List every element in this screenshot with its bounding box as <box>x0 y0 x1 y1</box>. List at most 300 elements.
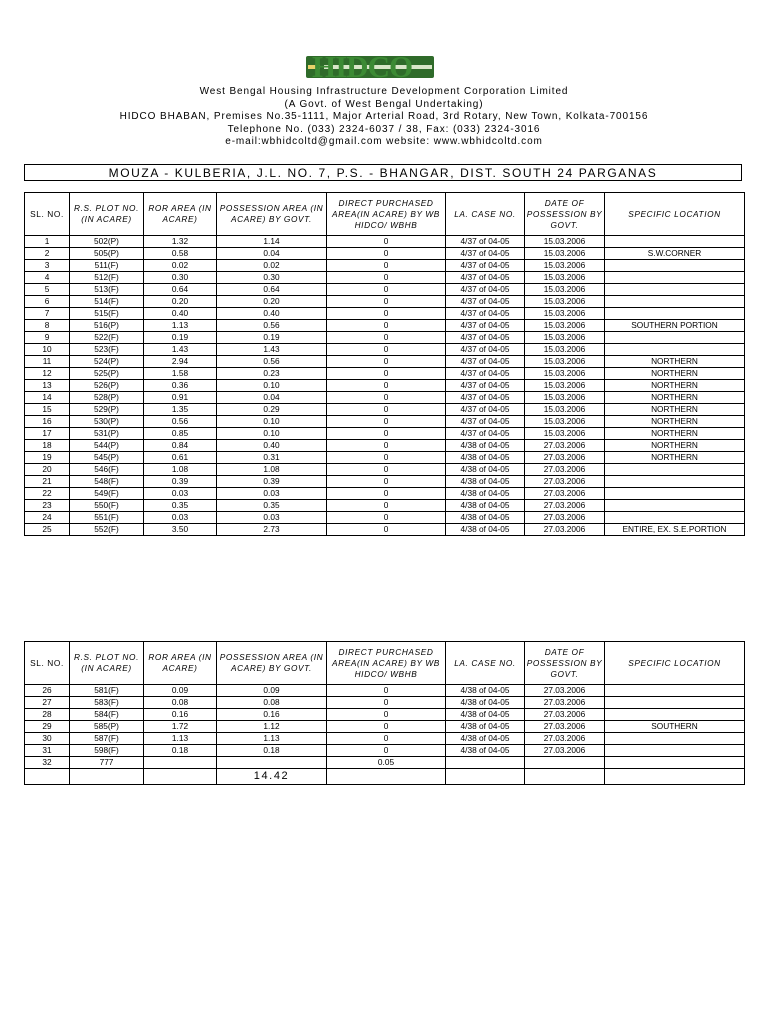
cell-rs-plot: 529(P) <box>70 404 144 416</box>
table-row <box>25 524 745 536</box>
cell-possession-date: 27.03.2006 <box>525 464 605 476</box>
table-row <box>25 440 745 452</box>
col-ror-area: ROR AREA (IN ACARE) <box>144 642 217 685</box>
table-row <box>25 512 745 524</box>
cell-direct-purchased: 0 <box>327 404 446 416</box>
cell-rs-plot: 524(P) <box>70 356 144 368</box>
cell-possession-date: 15.03.2006 <box>525 272 605 284</box>
cell-direct-purchased: 0 <box>327 524 446 536</box>
table-row <box>25 320 745 332</box>
cell-specific-location <box>605 745 745 757</box>
cell-possession-area: 0.39 <box>217 476 327 488</box>
cell-rs-plot: 552(F) <box>70 524 144 536</box>
cell-specific-location: SOUTHERN <box>605 721 745 733</box>
total-possession-area: 14.42 <box>217 769 327 785</box>
cell-direct-purchased: 0 <box>327 416 446 428</box>
cell-possession-area: 0.03 <box>217 488 327 500</box>
cell-direct-purchased: 0 <box>327 248 446 260</box>
cell-possession-area: 1.43 <box>217 344 327 356</box>
cell-ror-area: 0.64 <box>144 284 217 296</box>
cell-possession-area: 2.73 <box>217 524 327 536</box>
cell-sl-no: 26 <box>25 685 70 697</box>
table-row <box>25 296 745 308</box>
cell-specific-location <box>605 697 745 709</box>
table-row <box>25 356 745 368</box>
cell-possession-date: 27.03.2006 <box>525 452 605 464</box>
cell-la-case-no: 4/37 of 04-05 <box>446 380 525 392</box>
table-row <box>25 685 745 697</box>
table-row <box>25 380 745 392</box>
cell-la-case-no: 4/38 of 04-05 <box>446 721 525 733</box>
cell-possession-area: 0.56 <box>217 356 327 368</box>
cell-direct-purchased: 0 <box>327 721 446 733</box>
table-row <box>25 344 745 356</box>
cell-ror-area: 1.72 <box>144 721 217 733</box>
cell-specific-location: S.W.CORNER <box>605 248 745 260</box>
cell-possession-date: 27.03.2006 <box>525 709 605 721</box>
cell-rs-plot: 516(P) <box>70 320 144 332</box>
cell-possession-date: 27.03.2006 <box>525 733 605 745</box>
cell-rs-plot: 777 <box>70 757 144 769</box>
cell-direct-purchased: 0 <box>327 488 446 500</box>
cell-specific-location <box>605 757 745 769</box>
total-cell-empty <box>327 769 446 785</box>
cell-ror-area: 1.13 <box>144 733 217 745</box>
cell-rs-plot: 515(F) <box>70 308 144 320</box>
cell-possession-date: 15.03.2006 <box>525 416 605 428</box>
cell-ror-area: 0.08 <box>144 697 217 709</box>
cell-specific-location <box>605 488 745 500</box>
cell-possession-area: 0.40 <box>217 440 327 452</box>
cell-possession-area: 1.14 <box>217 236 327 248</box>
table-row <box>25 464 745 476</box>
cell-direct-purchased: 0 <box>327 512 446 524</box>
cell-sl-no: 27 <box>25 697 70 709</box>
cell-sl-no: 31 <box>25 745 70 757</box>
cell-sl-no: 2 <box>25 248 70 260</box>
cell-direct-purchased: 0 <box>327 464 446 476</box>
letterhead <box>0 86 768 149</box>
cell-possession-area: 0.31 <box>217 452 327 464</box>
table-row <box>25 452 745 464</box>
cell-possession-date: 15.03.2006 <box>525 404 605 416</box>
table-row <box>25 488 745 500</box>
cell-specific-location <box>605 685 745 697</box>
cell-specific-location: ENTIRE, EX. S.E.PORTION <box>605 524 745 536</box>
cell-possession-date: 27.03.2006 <box>525 440 605 452</box>
cell-la-case-no: 4/37 of 04-05 <box>446 284 525 296</box>
cell-sl-no: 8 <box>25 320 70 332</box>
cell-ror-area: 0.91 <box>144 392 217 404</box>
cell-ror-area: 0.85 <box>144 428 217 440</box>
cell-sl-no: 3 <box>25 260 70 272</box>
cell-possession-area: 0.18 <box>217 745 327 757</box>
col-date: DATE OF POSSESSION BY GOVT. <box>525 642 605 685</box>
cell-sl-no: 30 <box>25 733 70 745</box>
table-row <box>25 500 745 512</box>
cell-rs-plot: 513(F) <box>70 284 144 296</box>
cell-sl-no: 1 <box>25 236 70 248</box>
col-location: SPECIFIC LOCATION <box>605 642 745 685</box>
table-row <box>25 236 745 248</box>
cell-possession-date: 15.03.2006 <box>525 284 605 296</box>
cell-sl-no: 14 <box>25 392 70 404</box>
cell-direct-purchased: 0 <box>327 236 446 248</box>
cell-possession-date: 15.03.2006 <box>525 392 605 404</box>
cell-la-case-no: 4/38 of 04-05 <box>446 440 525 452</box>
cell-rs-plot: 502(P) <box>70 236 144 248</box>
cell-sl-no: 18 <box>25 440 70 452</box>
cell-ror-area: 0.18 <box>144 745 217 757</box>
cell-rs-plot: 585(P) <box>70 721 144 733</box>
table-row <box>25 416 745 428</box>
cell-rs-plot: 511(F) <box>70 260 144 272</box>
cell-sl-no: 15 <box>25 404 70 416</box>
cell-possession-date: 15.03.2006 <box>525 380 605 392</box>
land-table-1 <box>24 192 745 536</box>
table-row <box>25 745 745 757</box>
cell-possession-date: 15.03.2006 <box>525 308 605 320</box>
cell-ror-area: 1.13 <box>144 320 217 332</box>
cell-sl-no: 12 <box>25 368 70 380</box>
col-la-case: LA. CASE NO. <box>446 193 525 236</box>
cell-rs-plot: 587(F) <box>70 733 144 745</box>
cell-specific-location: NORTHERN <box>605 356 745 368</box>
cell-specific-location: NORTHERN <box>605 392 745 404</box>
col-sl: SL. NO. <box>25 193 70 236</box>
cell-la-case-no: 4/37 of 04-05 <box>446 248 525 260</box>
cell-rs-plot: 584(F) <box>70 709 144 721</box>
cell-possession-area: 0.04 <box>217 248 327 260</box>
col-possession-area: POSSESSION AREA (IN ACARE) BY GOVT. <box>217 193 327 236</box>
cell-specific-location: NORTHERN <box>605 416 745 428</box>
cell-possession-date: 15.03.2006 <box>525 248 605 260</box>
cell-sl-no: 32 <box>25 757 70 769</box>
cell-rs-plot: 525(P) <box>70 368 144 380</box>
cell-direct-purchased: 0 <box>327 284 446 296</box>
cell-rs-plot: 548(F) <box>70 476 144 488</box>
org-phone: Telephone No. (033) 2324-6037 / 38, Fax: (033) 2324-3016 <box>227 123 541 135</box>
cell-la-case-no: 4/38 of 04-05 <box>446 500 525 512</box>
cell-possession-area: 1.08 <box>217 464 327 476</box>
cell-rs-plot: 505(P) <box>70 248 144 260</box>
cell-la-case-no: 4/37 of 04-05 <box>446 260 525 272</box>
cell-la-case-no: 4/38 of 04-05 <box>446 697 525 709</box>
cell-ror-area: 0.39 <box>144 476 217 488</box>
cell-specific-location: NORTHERN <box>605 452 745 464</box>
cell-specific-location <box>605 500 745 512</box>
cell-direct-purchased: 0 <box>327 296 446 308</box>
col-location: SPECIFIC LOCATION <box>605 193 745 236</box>
cell-direct-purchased: 0 <box>327 308 446 320</box>
cell-ror-area: 0.16 <box>144 709 217 721</box>
cell-la-case-no: 4/38 of 04-05 <box>446 524 525 536</box>
cell-possession-area: 0.10 <box>217 416 327 428</box>
cell-specific-location: NORTHERN <box>605 404 745 416</box>
cell-possession-date: 27.03.2006 <box>525 500 605 512</box>
org-subtitle: (A Govt. of West Bengal Undertaking) <box>284 98 484 110</box>
cell-ror-area: 1.58 <box>144 368 217 380</box>
table-row <box>25 697 745 709</box>
cell-direct-purchased: 0 <box>327 272 446 284</box>
cell-la-case-no: 4/37 of 04-05 <box>446 404 525 416</box>
table-row <box>25 284 745 296</box>
mouza-title: MOUZA - KULBERIA, J.L. NO. 7, P.S. - BHANGAR, DIST. SOUTH 24 PARGANAS <box>24 164 742 181</box>
cell-direct-purchased: 0 <box>327 500 446 512</box>
cell-specific-location <box>605 709 745 721</box>
cell-sl-no: 9 <box>25 332 70 344</box>
cell-la-case-no: 4/38 of 04-05 <box>446 733 525 745</box>
cell-possession-date: 15.03.2006 <box>525 260 605 272</box>
cell-possession-area: 0.02 <box>217 260 327 272</box>
cell-possession-date: 27.03.2006 <box>525 721 605 733</box>
cell-direct-purchased: 0 <box>327 368 446 380</box>
cell-possession-area: 0.29 <box>217 404 327 416</box>
table-2-body <box>25 685 745 769</box>
cell-sl-no: 11 <box>25 356 70 368</box>
cell-possession-area: 0.09 <box>217 685 327 697</box>
cell-specific-location: NORTHERN <box>605 428 745 440</box>
cell-la-case-no: 4/38 of 04-05 <box>446 685 525 697</box>
cell-ror-area: 0.09 <box>144 685 217 697</box>
cell-ror-area: 0.35 <box>144 500 217 512</box>
cell-sl-no: 22 <box>25 488 70 500</box>
table-row <box>25 476 745 488</box>
cell-ror-area: 0.84 <box>144 440 217 452</box>
cell-direct-purchased: 0 <box>327 709 446 721</box>
cell-ror-area: 1.43 <box>144 344 217 356</box>
cell-sl-no: 10 <box>25 344 70 356</box>
cell-sl-no: 17 <box>25 428 70 440</box>
cell-possession-date: 15.03.2006 <box>525 332 605 344</box>
cell-direct-purchased: 0 <box>327 332 446 344</box>
cell-possession-area: 1.13 <box>217 733 327 745</box>
total-cell-empty <box>525 769 605 785</box>
cell-rs-plot: 514(F) <box>70 296 144 308</box>
cell-specific-location <box>605 733 745 745</box>
cell-ror-area: 0.36 <box>144 380 217 392</box>
cell-ror-area: 0.19 <box>144 332 217 344</box>
table-row <box>25 733 745 745</box>
cell-direct-purchased: 0 <box>327 745 446 757</box>
table-row <box>25 757 745 769</box>
cell-ror-area: 0.58 <box>144 248 217 260</box>
cell-rs-plot: 528(P) <box>70 392 144 404</box>
cell-direct-purchased: 0 <box>327 697 446 709</box>
cell-ror-area: 1.32 <box>144 236 217 248</box>
cell-direct-purchased: 0.05 <box>327 757 446 769</box>
cell-rs-plot: 523(F) <box>70 344 144 356</box>
cell-rs-plot: 549(F) <box>70 488 144 500</box>
cell-rs-plot: 526(P) <box>70 380 144 392</box>
cell-la-case-no: 4/38 of 04-05 <box>446 745 525 757</box>
cell-specific-location <box>605 296 745 308</box>
cell-possession-date: 27.03.2006 <box>525 524 605 536</box>
cell-sl-no: 28 <box>25 709 70 721</box>
cell-ror-area: 0.03 <box>144 488 217 500</box>
cell-la-case-no: 4/38 of 04-05 <box>446 464 525 476</box>
col-date: DATE OF POSSESSION BY GOVT. <box>525 193 605 236</box>
cell-direct-purchased: 0 <box>327 260 446 272</box>
cell-rs-plot: 531(P) <box>70 428 144 440</box>
cell-direct-purchased: 0 <box>327 392 446 404</box>
cell-specific-location <box>605 236 745 248</box>
cell-direct-purchased: 0 <box>327 380 446 392</box>
cell-possession-date: 27.03.2006 <box>525 488 605 500</box>
cell-possession-area: 0.30 <box>217 272 327 284</box>
cell-possession-area: 1.12 <box>217 721 327 733</box>
cell-possession-date: 15.03.2006 <box>525 368 605 380</box>
cell-possession-area: 0.16 <box>217 709 327 721</box>
cell-la-case-no: 4/37 of 04-05 <box>446 428 525 440</box>
table-1-body <box>25 236 745 536</box>
cell-ror-area <box>144 757 217 769</box>
cell-la-case-no: 4/37 of 04-05 <box>446 320 525 332</box>
cell-sl-no: 29 <box>25 721 70 733</box>
cell-sl-no: 23 <box>25 500 70 512</box>
cell-rs-plot: 530(P) <box>70 416 144 428</box>
cell-ror-area: 3.50 <box>144 524 217 536</box>
cell-sl-no: 25 <box>25 524 70 536</box>
cell-possession-area: 0.40 <box>217 308 327 320</box>
cell-direct-purchased: 0 <box>327 452 446 464</box>
cell-la-case-no: 4/37 of 04-05 <box>446 272 525 284</box>
cell-direct-purchased: 0 <box>327 344 446 356</box>
cell-possession-area: 0.03 <box>217 512 327 524</box>
cell-la-case-no <box>446 757 525 769</box>
cell-possession-area: 0.10 <box>217 380 327 392</box>
cell-ror-area: 0.40 <box>144 308 217 320</box>
cell-rs-plot: 545(P) <box>70 452 144 464</box>
cell-possession-area: 0.23 <box>217 368 327 380</box>
cell-la-case-no: 4/38 of 04-05 <box>446 709 525 721</box>
cell-ror-area: 0.02 <box>144 260 217 272</box>
org-name: West Bengal Housing Infrastructure Development Corporation Limited <box>199 86 569 97</box>
cell-rs-plot: 598(F) <box>70 745 144 757</box>
cell-ror-area: 1.08 <box>144 464 217 476</box>
col-direct-purchased: DIRECT PURCHASED AREA(IN ACARE) BY WB HIDCO/ WBHB <box>327 642 446 685</box>
cell-possession-area <box>217 757 327 769</box>
cell-ror-area: 0.56 <box>144 416 217 428</box>
table-row <box>25 248 745 260</box>
cell-rs-plot: 546(F) <box>70 464 144 476</box>
cell-possession-date <box>525 757 605 769</box>
cell-la-case-no: 4/37 of 04-05 <box>446 368 525 380</box>
cell-specific-location: SOUTHERN PORTION <box>605 320 745 332</box>
total-row <box>25 769 745 785</box>
cell-la-case-no: 4/37 of 04-05 <box>446 344 525 356</box>
cell-possession-area: 0.64 <box>217 284 327 296</box>
cell-sl-no: 6 <box>25 296 70 308</box>
table-row <box>25 308 745 320</box>
table-row <box>25 428 745 440</box>
cell-direct-purchased: 0 <box>327 476 446 488</box>
table-row <box>25 404 745 416</box>
cell-specific-location <box>605 512 745 524</box>
cell-la-case-no: 4/38 of 04-05 <box>446 452 525 464</box>
cell-specific-location <box>605 464 745 476</box>
cell-ror-area: 0.03 <box>144 512 217 524</box>
cell-rs-plot: 583(F) <box>70 697 144 709</box>
cell-rs-plot: 512(F) <box>70 272 144 284</box>
cell-la-case-no: 4/38 of 04-05 <box>446 476 525 488</box>
land-table-2 <box>24 641 745 785</box>
table-row <box>25 272 745 284</box>
cell-sl-no: 4 <box>25 272 70 284</box>
cell-possession-date: 15.03.2006 <box>525 320 605 332</box>
logo-text: HIDCO <box>312 49 413 84</box>
cell-ror-area: 0.30 <box>144 272 217 284</box>
cell-rs-plot: 544(P) <box>70 440 144 452</box>
cell-specific-location: NORTHERN <box>605 368 745 380</box>
col-rs-plot: R.S. PLOT NO. (IN ACARE) <box>70 193 144 236</box>
col-rs-plot: R.S. PLOT NO. (IN ACARE) <box>70 642 144 685</box>
cell-possession-area: 0.20 <box>217 296 327 308</box>
table-row <box>25 332 745 344</box>
cell-specific-location: NORTHERN <box>605 440 745 452</box>
cell-possession-date: 27.03.2006 <box>525 512 605 524</box>
col-direct-purchased: DIRECT PURCHASED AREA(IN ACARE) BY WB HIDCO/ WBHB <box>327 193 446 236</box>
cell-sl-no: 24 <box>25 512 70 524</box>
cell-la-case-no: 4/38 of 04-05 <box>446 512 525 524</box>
cell-possession-area: 0.35 <box>217 500 327 512</box>
cell-direct-purchased: 0 <box>327 428 446 440</box>
cell-ror-area: 2.94 <box>144 356 217 368</box>
cell-possession-area: 0.56 <box>217 320 327 332</box>
cell-specific-location <box>605 284 745 296</box>
cell-la-case-no: 4/37 of 04-05 <box>446 392 525 404</box>
cell-direct-purchased: 0 <box>327 440 446 452</box>
col-ror-area: ROR AREA (IN ACARE) <box>144 193 217 236</box>
cell-specific-location <box>605 308 745 320</box>
cell-possession-area: 0.08 <box>217 697 327 709</box>
cell-specific-location <box>605 272 745 284</box>
cell-possession-date: 15.03.2006 <box>525 428 605 440</box>
col-la-case: LA. CASE NO. <box>446 642 525 685</box>
cell-possession-date: 15.03.2006 <box>525 236 605 248</box>
col-sl: SL. NO. <box>25 642 70 685</box>
total-cell-empty <box>605 769 745 785</box>
org-address: HIDCO BHABAN, Premises No.35-1111, Major Arterial Road, 3rd Rotary, New Town, Kolkata-700156 <box>119 111 649 123</box>
cell-rs-plot: 550(F) <box>70 500 144 512</box>
cell-possession-area: 0.04 <box>217 392 327 404</box>
table-row <box>25 368 745 380</box>
cell-direct-purchased: 0 <box>327 733 446 745</box>
cell-possession-date: 27.03.2006 <box>525 697 605 709</box>
cell-la-case-no: 4/37 of 04-05 <box>446 416 525 428</box>
cell-rs-plot: 522(F) <box>70 332 144 344</box>
cell-possession-date: 27.03.2006 <box>525 476 605 488</box>
total-cell-empty <box>144 769 217 785</box>
total-cell-empty <box>70 769 144 785</box>
cell-la-case-no: 4/37 of 04-05 <box>446 296 525 308</box>
cell-direct-purchased: 0 <box>327 320 446 332</box>
total-cell-empty <box>446 769 525 785</box>
table-header-row <box>25 642 745 685</box>
cell-sl-no: 16 <box>25 416 70 428</box>
cell-rs-plot: 551(F) <box>70 512 144 524</box>
cell-possession-date: 15.03.2006 <box>525 344 605 356</box>
cell-sl-no: 13 <box>25 380 70 392</box>
cell-ror-area: 0.61 <box>144 452 217 464</box>
cell-possession-date: 15.03.2006 <box>525 356 605 368</box>
cell-possession-date: 27.03.2006 <box>525 745 605 757</box>
cell-la-case-no: 4/37 of 04-05 <box>446 308 525 320</box>
cell-sl-no: 21 <box>25 476 70 488</box>
table-row <box>25 721 745 733</box>
cell-la-case-no: 4/38 of 04-05 <box>446 488 525 500</box>
cell-direct-purchased: 0 <box>327 356 446 368</box>
